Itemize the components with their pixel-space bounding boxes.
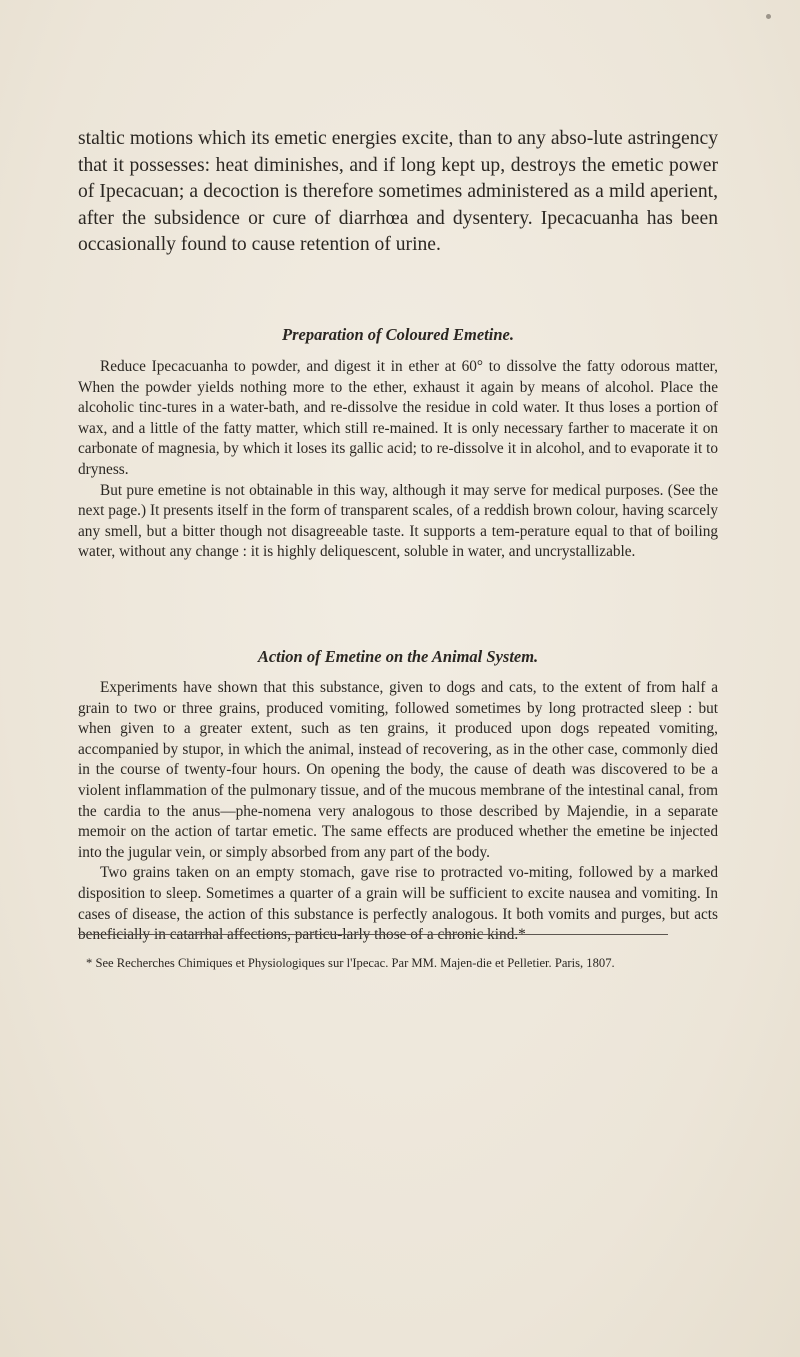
footnote xyxy=(78,955,718,971)
paragraph: Two grains taken on an empty stomach, gave rise to protracted vo-miting, followed by a marked disposition to sleep. Sometimes a quarter of a grain will be sufficient to excite nausea and vomiting. In cases of disease, the action of this substance is perfectly analogous. It both vomits and purges, but acts beneficially in catarrhal affections, particu-larly those of a chronic kind.* xyxy=(78,864,718,944)
footnote-text: * See Recherches Chimiques et Physiologiques sur l'Ipecac. Par MM. Majen-die et Pelletier. Paris, 1807. xyxy=(86,956,615,970)
paragraph: Reduce Ipecacuanha to powder, and digest it in ether at 60° to dissolve the fatty odorous matter, When the powder yields nothing more to the ether, exhaust it again by means of alcohol. Place the alcoholic tinc-tures in a water-bath, and re-dissolve the residue in cold water. It thus loses a portion of wax, and a little of the fatty matter, which still re-mained. It is only necessary farther to macerate it on carbonate of magnesia, by which it loses its gallic acid; to re-dissolve it in alcohol, and to evaporate it to dryness. xyxy=(78,358,718,478)
section-preparation xyxy=(78,357,718,563)
paragraph: But pure emetine is not obtainable in this way, although it may serve for medical purposes. (See the next page.) It presents itself in the form of transparent scales, of a reddish brown colour, having scarcely any smell, but a bitter though not disagreeable taste. It supports a tem-perature equal to that of boiling water, without any change : it is highly deliquescent, soluble in water, and uncrystallizable. xyxy=(78,481,718,561)
ink-speck xyxy=(766,14,771,19)
section-heading-action: Action of Emetine on the Animal System. xyxy=(257,647,539,666)
footnote-divider xyxy=(78,934,668,935)
intro-paragraph: staltic motions which its emetic energies excite, than to any abso-lute astringency that it possesses: heat diminishes, and if long kept up, destroys the emetic power of Ipecacuan; a decoction is therefore sometimes administered as a mild aperient, after the subsidence or cure of diarrhœa and dysentery. Ipecacuanha has been occasionally found to cause retention of urine. xyxy=(78,128,718,256)
section-heading-preparation: Preparation of Coloured Emetine. xyxy=(282,325,514,344)
paragraph: Experiments have shown that this substance, given to dogs and cats, to the extent of from half a grain to two or three grains, produced vomiting, followed sometimes by long protracted sleep : but when given to a greater extent, such as ten grains, it produced upon dogs repeated vomiting, accompanied by stupor, in which the animal, instead of recovering, as in the other case, commonly died in the course of twenty-four hours. On opening the body, the cause of death was discovered to be a violent inflammation of the pulmonary tissue, and of the mucous membrane of the intestinal canal, from the cardia to the anus—phe-nomena very analogous to those described by Majendie, in a separate memoir on the action of tartar emetic. The same effects are produced whether the emetine be injected into the jugular vein, or simply absorbed from any part of the body. xyxy=(78,679,718,861)
section-action xyxy=(78,678,718,946)
